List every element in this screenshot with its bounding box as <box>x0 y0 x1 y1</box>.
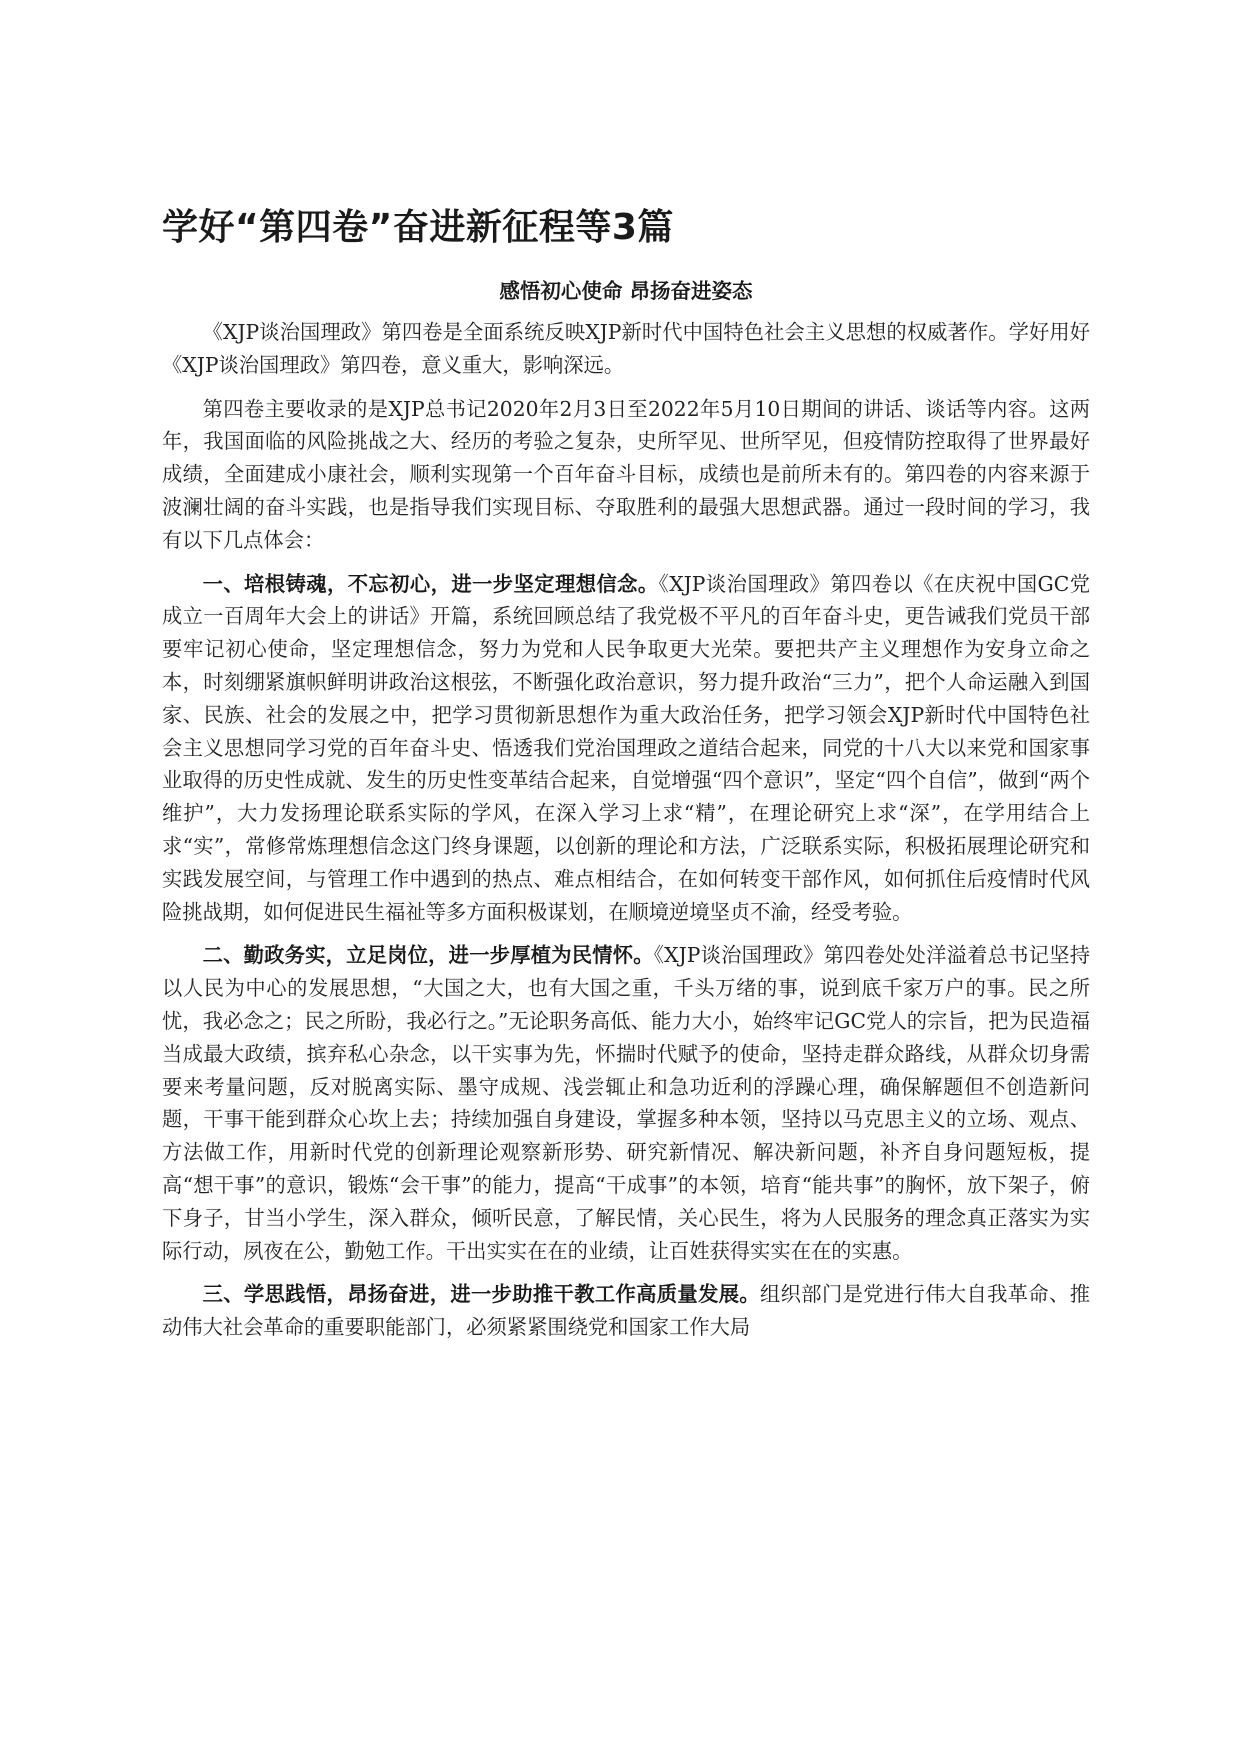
paragraph-lead: 三、学思践悟，昂扬奋进，进一步助推干教工作高质量发展。 <box>202 1282 761 1307</box>
paragraph-text: 组织部门是党进行伟大自我革命、推动伟大社会革命的重要职能部门，必须紧紧围绕党和国家工作大局 <box>162 1282 1090 1340</box>
paragraph-text: 《XJP谈治国理政》第四卷处处洋溢着总书记坚持以人民为中心的发展思想，“大国之大，也有大国之重，千头万绪的事，说到底千家万户的事。民之所忧，我必念之；民之所盼，我必行之。”无论职务高低、能力大小，始终牢记GC党人的宗旨，把为民造福当成最大政绩，摈弃私心杂念，以干实事为先，怀揣时代赋予的使命，坚持走群众路线，从群众切身需要来考量问题，反对脱离实际、墨守成规、浅尝辄止和急功近利的浮躁心理，确保解题但不创造新问题，干事干能到群众心坎上去；持续加强自身建设，掌握多种本领，坚持以马克思主义的立场、观点、方法做工作，用新时代党的创新理论观察新形势、研究新情况、解决新问题，补齐自身问题短板，提高“想干事”的意识，锻炼“会干事”的能力，提高“干成事”的本领，培育“能共事”的胸怀，放下架子，俯下身子，甘当小学生，深入群众，倾听民意，了解民情，关心民生，将为人民服务的理念真正落实为实际行动，夙夜在公，勤勉工作。干出实实在在的业绩，让百姓获得实实在在的实惠。 <box>162 943 1090 1263</box>
paragraph-text: 《XJP谈治国理政》第四卷是全面系统反映XJP新时代中国特色社会主义思想的权威著作。学好用好《XJP谈治国理政》第四卷，意义重大，影响深远。 <box>162 320 1090 377</box>
paragraph-text: 《XJP谈治国理政》第四卷以《在庆祝中国GC党成立一百周年大会上的讲话》开篇，系统回顾总结了我党极不平凡的百年奋斗史，更告诫我们党员干部要牢记初心使命，坚定理想信念，努力为党和人民争取更大光荣。要把共产主义理想作为安身立命之本，时刻绷紧旗帜鲜明讲政治这根弦，不断强化政治意识，努力提升政治“三力”，把个人命运融入到国家、民族、社会的发展之中，把学习贯彻新思想作为重大政治任务，把学习领会XJP新时代中国特色社会主义思想同学习党的百年奋斗史、悟透我们党治国理政之道结合起来，同党的十八大以来党和国家事业取得的历史性成就、发生的历史性变革结合起来，自觉增强“四个意识”，坚定“四个自信”，做到“两个维护”，大力发扬理论联系实际的学风，在深入学习上求“精”，在理论研究上求“深”，在学用结合上求“实”，常修常炼理想信念这门终身课题，以创新的理论和方法，广泛联系实际，积极拓展理论研究和实践发展空间，与管理工作中遇到的热点、难点相结合，在如何转变干部作风，如何抓住后疫情时代风险挑战期，如何促进民生福祉等多方面积极谋划，在顺境逆境坚贞不渝，经受考验。 <box>162 571 1090 924</box>
paragraph-background <box>162 393 1090 557</box>
paragraph-point-one <box>162 568 1090 929</box>
paragraph-intro <box>162 316 1090 382</box>
paragraph-lead: 二、勤政务实，立足岗位，进一步厚植为民情怀。 <box>202 943 654 968</box>
paragraph-lead: 一、培根铸魂，不忘初心，进一步坚定理想信念。 <box>202 571 659 596</box>
document-title: 学好“第四卷”奋进新征程等3篇 <box>162 207 674 248</box>
paragraph-text: 第四卷主要收录的是XJP总书记2020年2月3日至2022年5月10日期间的讲话、谈话等内容。这两年，我国面临的风险挑战之大、经历的考验之复杂，史所罕见、世所罕见，但疫情防控取得了世界最好成绩，全面建成小康社会，顺利实现第一个百年奋斗目标，成绩也是前所未有的。第四卷的内容来源于波澜壮阔的奋斗实践，也是指导我们实现目标、夺取胜利的最强大思想武器。通过一段时间的学习，我有以下几点体会： <box>162 396 1090 552</box>
paragraph-point-two <box>162 939 1090 1267</box>
paragraph-point-three <box>162 1278 1090 1344</box>
section-title: 感悟初心使命 昂扬奋进姿态 <box>499 279 753 303</box>
document-page <box>162 200 1090 1355</box>
